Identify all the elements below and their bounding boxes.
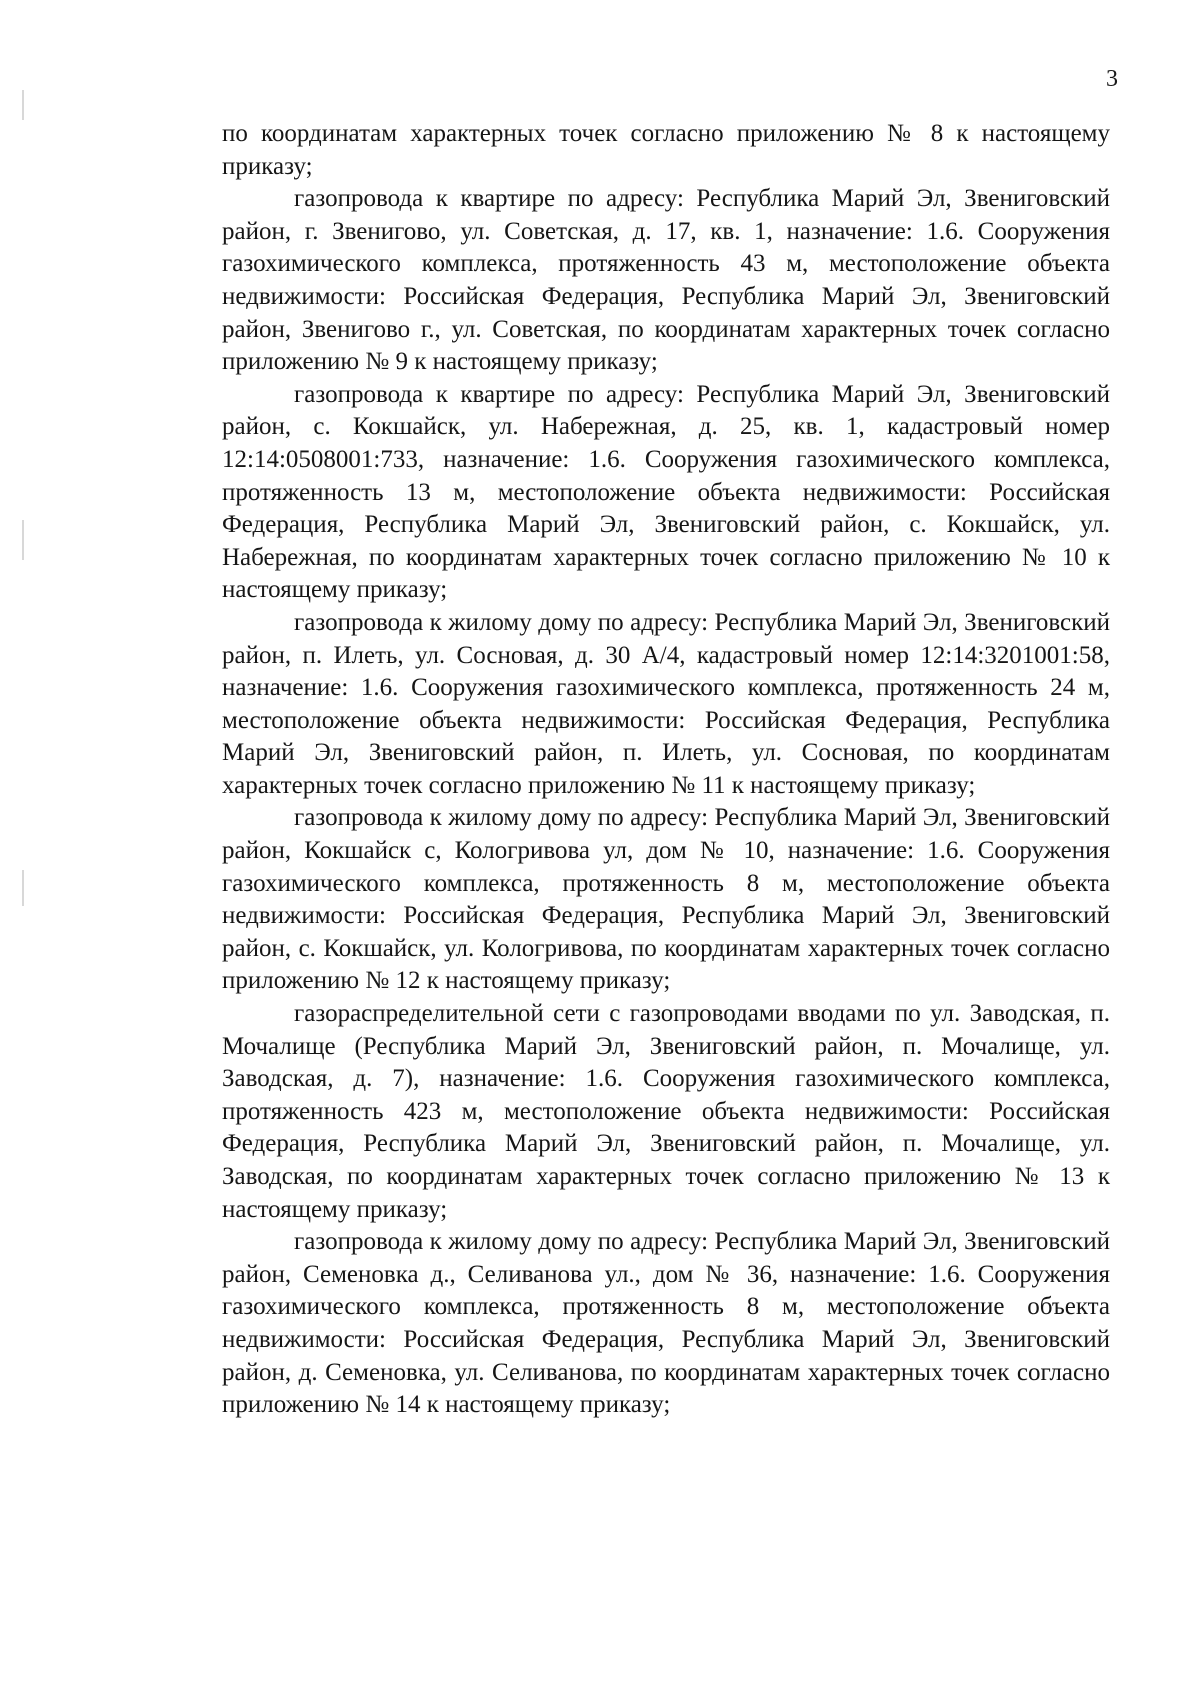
scan-artifact <box>22 870 24 906</box>
paragraph-continuation: по координатам характерных точек согласно приложению № 8 к настоящему приказу; <box>222 120 1110 180</box>
scan-artifact <box>22 90 24 120</box>
paragraph: газораспределительной сети с газопроводами вводами по ул. Заводская, п. Мочалище (Республика Марий Эл, Звениговский район, п. Мочалище, ул. Заводская, д. 7), назначение: 1.6. Сооружения газохимического комплекса, протяженность 423 м, местоположение объекта недвижимости: Российская Федерация, Республика Марий Эл, Звениговский район, п. Мочалище, ул. Заводская, по координатам характерных точек согласно приложению № 13 к настоящему приказу; <box>222 1000 1110 1223</box>
paragraph: газопровода к жилому дому по адресу: Республика Марий Эл, Звениговский район, Семеновка д., Селиванова ул., дом № 36, назначение: 1.6. Сооружения газохимического комплекса, протяженность 8 м, местоположение объекта недвижимости: Российская Федерация, Республика Марий Эл, Звениговский район, д. Семеновка, ул. Селиванова, по координатам характерных точек согласно приложению № 14 к настоящему приказу; <box>222 1228 1110 1419</box>
paragraph: газопровода к квартире по адресу: Республика Марий Эл, Звениговский район, г. Звенигово, ул. Советская, д. 17, кв. 1, назначение: 1.6. Сооружения газохимического комплекса, протяженность 43 м, местоположение объекта недвижимости: Российская Федерация, Республика Марий Эл, Звениговский район, Звенигово г., ул. Советская, по координатам характерных точек согласно приложению № 9 к настоящему приказу; <box>222 185 1110 376</box>
paragraph: газопровода к квартире по адресу: Республика Марий Эл, Звениговский район, с. Кокшайск, ул. Набережная, д. 25, кв. 1, кадастровый номер 12:14:0508001:733, назначение: 1.6. Сооружения газохимического комплекса, протяженность 13 м, местоположение объекта недвижимости: Российская Федерация, Республика Марий Эл, Звениговский район, с. Кокшайск, ул. Набережная, по координатам характерных точек согласно приложению № 10 к настоящему приказу; <box>222 380 1110 604</box>
scan-artifact <box>22 520 24 560</box>
paragraph: газопровода к жилому дому по адресу: Республика Марий Эл, Звениговский район, Кокшайск с, Кологривова ул, дом № 10, назначение: 1.6. Сооружения газохимического комплекса, протяженность 8 м, местоположение объекта недвижимости: Российская Федерация, Республика Марий Эл, Звениговский район, с. Кокшайск, ул. Кологривова, по координатам характерных точек согласно приложению № 12 к настоящему приказу; <box>222 804 1110 995</box>
page-number: 3 <box>1106 66 1118 92</box>
paragraph: газопровода к жилому дому по адресу: Республика Марий Эл, Звениговский район, п. Илеть, ул. Сосновая, д. 30 А/4, кадастровый номер 12:14:3201001:58, назначение: 1.6. Сооружения газохимического комплекса, протяженность 24 м, местоположение объекта недвижимости: Российская Федерация, Республика Марий Эл, Звениговский район, п. Илеть, ул. Сосновая, по координатам характерных точек согласно приложению № 11 к настоящему приказу; <box>222 608 1110 799</box>
document-body <box>222 118 1110 1422</box>
